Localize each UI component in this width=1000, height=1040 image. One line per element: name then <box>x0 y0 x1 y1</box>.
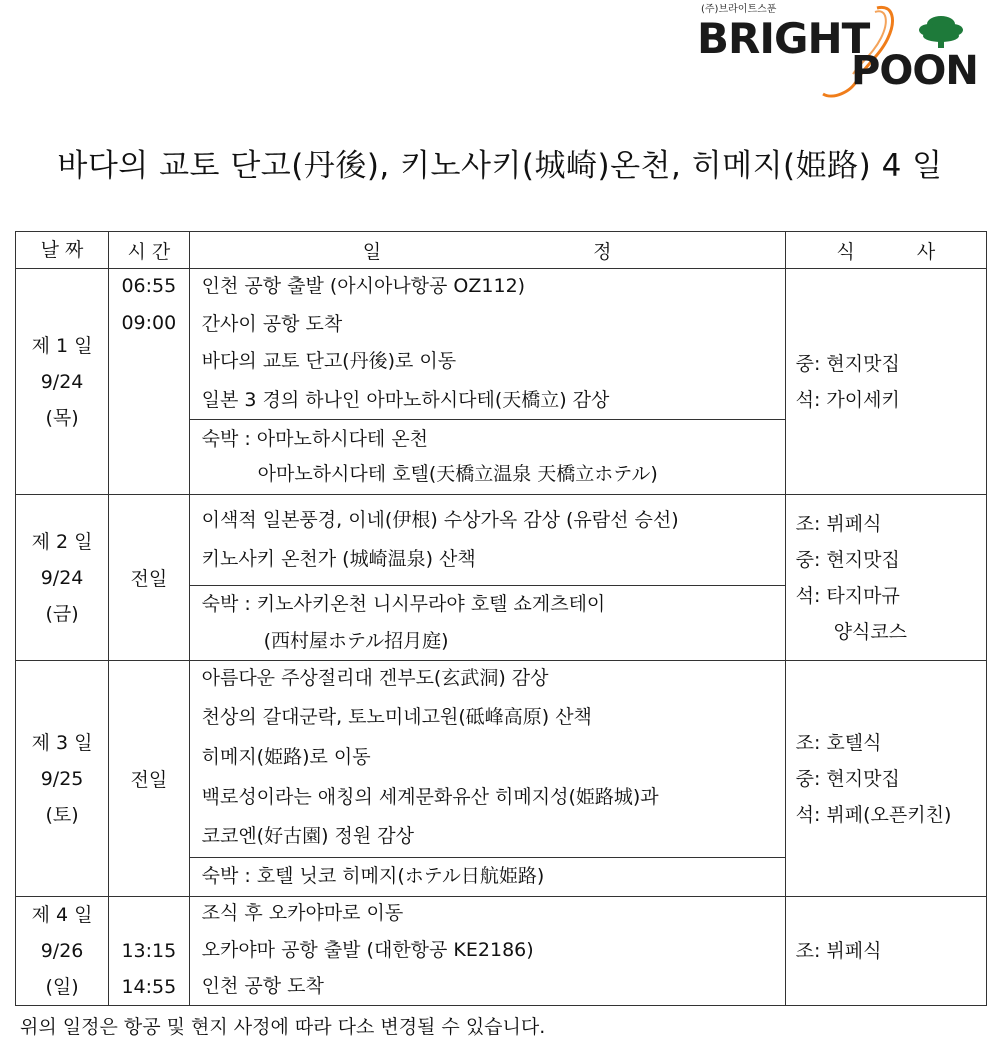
day3-meal-cell <box>785 661 986 897</box>
logo-corp-text: (주)브라이트스푼 <box>701 4 777 15</box>
stay-line: (西村屋ホテル招月庭) <box>263 630 449 652</box>
day2-time-cell: 전일 <box>109 495 190 661</box>
day2-date-cell <box>16 495 109 661</box>
stay-line: 숙박 : 호텔 닛코 히메지(ホテル日航姫路) <box>201 865 545 887</box>
footnote: 위의 일정은 항공 및 현지 사정에 따라 다소 변경될 수 있습니다. <box>20 1016 546 1038</box>
day3-plan-cell <box>189 661 785 858</box>
meal-item: 중: 현지맛집 <box>795 767 900 790</box>
logo-brand-line2: POON <box>851 48 978 94</box>
stay-line: 숙박 : 키노사키온천 니시무라야 호텔 쇼게츠테이 <box>201 593 606 615</box>
plan-item: 간사이 공항 도착 <box>201 313 343 335</box>
day1-plan-cell <box>189 269 785 420</box>
day2-stay-cell <box>189 586 785 661</box>
day1-date-cell <box>16 269 109 495</box>
plan-item: 이색적 일본풍경, 이네(伊根) 수상가옥 감상 (유람선 승선) <box>201 509 679 531</box>
header-meal-2: 사 <box>916 240 936 263</box>
meal-item: 중: 현지맛집 <box>795 352 900 375</box>
day2-meal-cell <box>785 495 986 661</box>
meal-item: 조: 호텔식 <box>795 731 882 754</box>
day4-plan-cell <box>189 897 785 1006</box>
table-row <box>16 897 987 1006</box>
header-plan-1: 일 <box>362 240 382 263</box>
day-date: 9/24 <box>40 370 84 393</box>
day3-time-cell: 전일 <box>109 661 190 897</box>
logo-brand-line1: BRIGHT <box>697 14 870 63</box>
day1-time-cell <box>109 269 190 495</box>
day-label: 제 1 일 <box>31 334 93 357</box>
plan-item: 조식 후 오카야마로 이동 <box>201 902 404 924</box>
day-weekday: (일) <box>45 976 79 998</box>
stay-line: 숙박 : 아마노하시다테 온천 <box>201 428 429 450</box>
meal-item: 석: 가이세키 <box>795 388 900 411</box>
stay-line: 아마노하시다테 호텔(天橋立温泉 天橋立ホテル) <box>257 463 658 485</box>
time-value: 13:15 <box>121 940 177 962</box>
day-label: 제 3 일 <box>31 731 93 754</box>
day-weekday: (토) <box>45 803 79 826</box>
header-meal <box>785 232 986 269</box>
meal-item: 석: 뷔페(오픈키친) <box>795 803 952 826</box>
day-date: 9/26 <box>40 940 84 962</box>
page-title: 바다의 교토 단고(丹後), 키노사키(城崎)온천, 히메지(姫路) 4 일 <box>57 148 943 184</box>
meal-item: 조: 뷔페식 <box>795 940 882 962</box>
plan-item: 히메지(姫路)로 이동 <box>201 746 371 768</box>
header-time: 시 간 <box>109 232 190 269</box>
plan-item: 일본 3 경의 하나인 아마노하시다테(天橋立) 감상 <box>201 389 610 411</box>
meal-item: 중: 현지맛집 <box>795 548 900 571</box>
plan-item: 인천 공항 출발 (아시아나항공 OZ112) <box>201 275 526 297</box>
day3-date-cell <box>16 661 109 897</box>
time-value: 14:55 <box>121 976 177 998</box>
plan-item: 코코엔(好古園) 정원 감상 <box>201 825 414 847</box>
time-value: 09:00 <box>121 312 177 334</box>
day-label: 제 2 일 <box>31 530 93 553</box>
plan-item: 인천 공항 도착 <box>201 975 324 997</box>
table-header-row <box>16 232 987 269</box>
meal-item: 양식코스 <box>833 620 908 643</box>
time-value: 06:55 <box>121 275 177 297</box>
plan-item: 키노사키 온천가 (城崎温泉) 산책 <box>201 548 476 570</box>
table-row <box>16 495 987 586</box>
company-logo <box>697 0 987 100</box>
day3-stay-cell <box>189 858 785 897</box>
header-date: 날 짜 <box>16 232 109 269</box>
plan-item: 백로성이라는 애칭의 세계문화유산 히메지성(姫路城)과 <box>201 786 659 808</box>
day1-meal-cell <box>785 269 986 495</box>
day-date: 9/24 <box>40 566 84 589</box>
header-plan <box>189 232 785 269</box>
plan-item: 바다의 교토 단고(丹後)로 이동 <box>201 350 457 372</box>
day-date: 9/25 <box>40 767 84 790</box>
pine-tree-icon <box>919 16 963 48</box>
day-weekday: (금) <box>45 602 79 625</box>
header-meal-1: 식 <box>836 240 855 263</box>
day4-date-cell <box>16 897 109 1006</box>
plan-item: 오카야마 공항 출발 (대한항공 KE2186) <box>201 939 534 961</box>
day-weekday: (목) <box>45 406 79 429</box>
header-plan-2: 정 <box>593 240 612 263</box>
day-label: 제 4 일 <box>31 904 93 926</box>
day4-meal-cell <box>785 897 986 1006</box>
meal-item: 석: 타지마규 <box>795 584 900 607</box>
plan-item: 아름다운 주상절리대 겐부도(玄武洞) 감상 <box>201 667 549 689</box>
table-row <box>16 661 987 858</box>
plan-item: 천상의 갈대군락, 토노미네고원(砥峰高原) 산책 <box>201 706 592 728</box>
table-row <box>16 269 987 420</box>
day4-time-cell <box>109 897 190 1006</box>
day2-plan-cell <box>189 495 785 586</box>
itinerary-table <box>15 231 987 1006</box>
day1-stay-cell <box>189 420 785 495</box>
meal-item: 조: 뷔페식 <box>795 512 882 535</box>
